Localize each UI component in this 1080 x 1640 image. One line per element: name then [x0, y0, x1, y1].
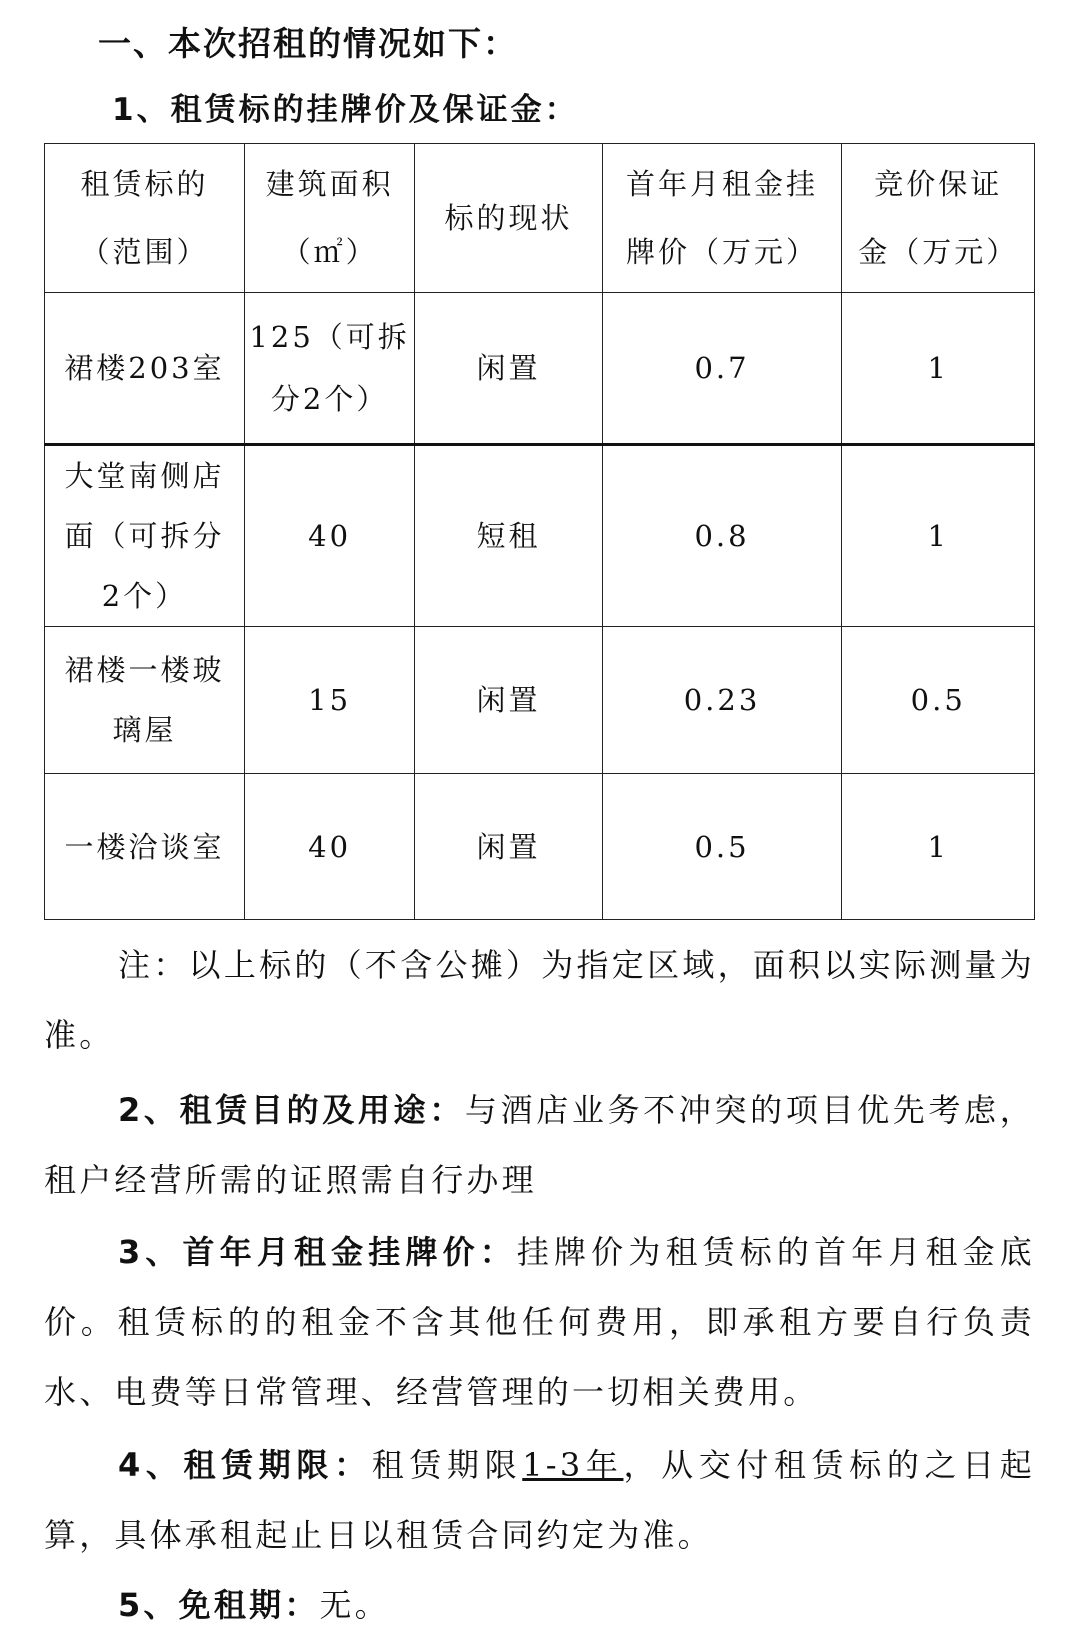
cell-area: [244, 774, 414, 920]
cell-area: [244, 293, 414, 445]
cell-deposit: 0.5: [842, 627, 1035, 774]
free-period-text: 无。: [319, 1586, 390, 1624]
free-period-title: 5、免租期：: [118, 1586, 320, 1624]
header-line: 牌价（万元）: [626, 235, 819, 269]
price-text: 挂牌价为租赁标的首年月租金底价。租赁标的的租金不含其他任何费用，即承租方要自行负责水、电费等日常管理、经营管理的一切相关费用。: [44, 1233, 1035, 1411]
header-line: （范围）: [80, 235, 209, 269]
header-rent: [602, 144, 842, 293]
header-deposit: [842, 144, 1035, 293]
cell-status: 闲置: [415, 627, 602, 774]
cell-line: 一楼洽谈室: [64, 829, 225, 864]
table-header-row: [45, 144, 1035, 293]
header-line: 标的现状: [444, 201, 573, 235]
cell-scope: [45, 627, 245, 774]
header-line: （㎡）: [281, 235, 378, 269]
cell-deposit: 1: [842, 774, 1035, 920]
cell-line: 40: [308, 519, 352, 553]
term-duration: 1-3年: [522, 1446, 624, 1484]
table-row: [45, 774, 1035, 920]
cell-area: [244, 445, 414, 627]
term-paragraph: [44, 1430, 1035, 1570]
cell-rent: 0.23: [602, 627, 842, 774]
cell-scope: [45, 774, 245, 920]
table-row: [45, 445, 1035, 627]
price-title: 3、首年月租金挂牌价：: [118, 1233, 517, 1271]
cell-line: 15: [308, 683, 352, 717]
cell-status: 闲置: [415, 774, 602, 920]
cell-rent: 0.8: [602, 445, 842, 627]
purpose-paragraph: [44, 1075, 1035, 1215]
cell-status: 短租: [415, 445, 602, 627]
header-line: 金（万元）: [858, 235, 1019, 269]
cell-rent: 0.5: [602, 774, 842, 920]
subsection-heading: 1、租赁标的挂牌价及保证金：: [112, 92, 579, 128]
cell-line: 40: [308, 829, 352, 864]
table-row: [45, 293, 1035, 445]
cell-line: 璃屋: [112, 713, 177, 747]
price-paragraph: [44, 1217, 1035, 1427]
free-period-paragraph: [44, 1570, 1035, 1640]
term-text-before: 租赁期限: [371, 1446, 523, 1484]
header-line: 竞价保证: [874, 167, 1003, 201]
cell-line: 2个）: [101, 579, 188, 613]
cell-line: 125（可拆: [249, 320, 410, 354]
rental-table: [44, 143, 1035, 920]
cell-line: 大堂南侧店: [64, 459, 225, 493]
table-note: 注：以上标的（不含公摊）为指定区域，面积以实际测量为准。: [44, 946, 1035, 1054]
term-title: 4、租赁期限：: [118, 1446, 372, 1484]
cell-scope: [45, 293, 245, 445]
table-row: [45, 627, 1035, 774]
cell-line: 裙楼203室: [64, 351, 225, 385]
purpose-text: 与酒店业务不冲突的项目优先考虑，租户经营所需的证照需自行办理: [44, 1091, 1035, 1199]
header-area: [244, 144, 414, 293]
section-heading: 一、本次招租的情况如下：: [98, 24, 518, 63]
header-line: 建筑面积: [265, 167, 394, 201]
cell-deposit: 1: [842, 293, 1035, 445]
header-line: 租赁标的: [80, 167, 209, 201]
cell-line: 裙楼一楼玻: [64, 653, 225, 687]
cell-rent: 0.7: [602, 293, 842, 445]
header-line: 首年月租金挂: [626, 167, 819, 201]
purpose-title: 2、租赁目的及用途：: [118, 1091, 465, 1129]
cell-area: [244, 627, 414, 774]
header-status: [415, 144, 602, 293]
term-text-after: ，从交付租赁标的之日起算，具体承租起止日以租赁合同约定为准。: [44, 1446, 1035, 1554]
cell-status: 闲置: [415, 293, 602, 445]
cell-line: 面（可拆分: [64, 519, 225, 553]
cell-deposit: 1: [842, 445, 1035, 627]
header-scope: [45, 144, 245, 293]
cell-line: 分2个）: [270, 382, 389, 416]
cell-scope: [45, 445, 245, 627]
